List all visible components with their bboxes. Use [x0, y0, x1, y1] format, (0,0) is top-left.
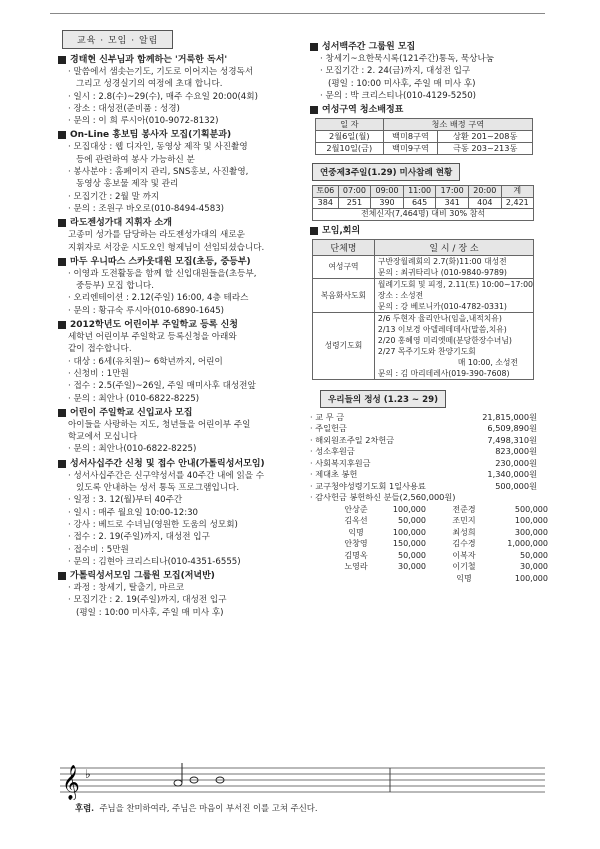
- donation-title: · 감사헌금 봉헌하신 분들(2,560,000원): [310, 492, 456, 503]
- col-header: 청소 배정 구역: [383, 119, 532, 131]
- col-header: 20:00: [469, 186, 502, 198]
- table-cell: 2월6일(월): [316, 131, 384, 143]
- donor-cell: 50,000: [398, 516, 426, 526]
- donor-cell: 노영라: [344, 562, 368, 572]
- donor-cell: 30,000: [398, 562, 426, 572]
- notice-title: 라도젠성가대 지휘자 소개: [70, 218, 172, 229]
- finance-label: · 사회복지후원금: [310, 457, 371, 468]
- notice-heading: [58, 319, 303, 331]
- notice-line: 동영상 홍보물 제작 및 관리: [76, 179, 179, 190]
- bullet-square-icon: [58, 56, 66, 64]
- notice-title: 경태현 신부님과 함께하는 '거룩한 독서': [70, 55, 228, 65]
- finance-row: [310, 423, 545, 435]
- table-cell: 645: [403, 197, 436, 209]
- table-cell: 2,421: [501, 197, 533, 209]
- notice-title: 마두 우니따스 스카웃대원 모집(초등, 중등부): [70, 256, 251, 267]
- donor-cell: 150,000: [392, 539, 426, 549]
- detail-line: 구반장월례회의 2.7(화)11:00 대성전: [377, 256, 507, 266]
- donor-cell: 100,000: [514, 573, 548, 583]
- donor-cell: 300,000: [514, 527, 548, 537]
- table-row: [316, 143, 533, 155]
- notice-line: · 모집기간 : 2. 24(금)까지, 대성전 입구: [320, 66, 471, 77]
- finance-label: · 해외원조주일 2차헌금: [310, 434, 395, 445]
- bullet-square-icon: [310, 43, 318, 51]
- left-column: [58, 30, 303, 621]
- finance-row: [310, 481, 545, 493]
- donor-cell: 김옥선: [344, 516, 368, 526]
- detail-line: 2/27 목주기도와 찬양기도회: [377, 346, 476, 356]
- col-header: 계: [501, 186, 533, 198]
- notice-line: · 모집기간 : 2. 19(주일)까지, 대성전 입구: [68, 595, 227, 606]
- donor-cell: 조민지: [452, 516, 476, 526]
- notice-line: · 문의 : 조원구 바오로(010-8494-4583): [68, 203, 225, 214]
- notice-heading: [58, 129, 303, 141]
- notice-line: · 성서사십주간은 신구약성서를 40주간 내에 읽을 수: [68, 470, 265, 481]
- detail-line: 2/20 홍혜영 미리엣떼(분당한장수녀님): [377, 335, 512, 345]
- notice-line: · 문의 : 김현아 크리스티나(010-4351-6555): [68, 556, 241, 567]
- notice-section: [58, 256, 303, 317]
- donor-cell: 이복자: [452, 550, 476, 560]
- finance-row: [310, 446, 545, 458]
- col-header: 17:00: [436, 186, 469, 198]
- finance-row: [310, 412, 545, 424]
- table-cell: 384: [313, 197, 339, 209]
- notice-heading: [58, 458, 303, 470]
- donor-cell: 30,000: [520, 562, 548, 572]
- finance-amount: 230,000원: [495, 457, 537, 468]
- finance-amount: 6,509,890원: [487, 423, 537, 434]
- notice-heading: [58, 570, 303, 582]
- notice-line: 학교에서 모십니다: [68, 432, 138, 443]
- note-icon: [174, 763, 224, 786]
- donor-cell: 500,000: [514, 504, 548, 514]
- notice-section: [58, 407, 303, 456]
- donor-cell: 안상준: [344, 504, 368, 514]
- notice-line: (평일 : 10:00 미사후, 주일 매 미사 후): [76, 607, 224, 618]
- detail-line: 장소 : 소성전: [377, 290, 424, 300]
- bullet-square-icon: [58, 572, 66, 580]
- top-rule: [50, 13, 545, 14]
- bullet-square-icon: [58, 321, 66, 329]
- finance-label: · 교 무 금: [310, 411, 345, 422]
- table-row: [313, 312, 534, 379]
- right-column: [310, 40, 548, 584]
- notice-line: · 대상 : 6세(유치원)~ 6학년까지, 어린이: [68, 356, 223, 367]
- bullet-square-icon: [310, 106, 318, 114]
- donor-cell: [332, 573, 380, 585]
- meetings-title: 모임,회의: [322, 225, 361, 236]
- notice-line: (평일 : 10:00 미사후, 주일 매 미사 후): [328, 78, 476, 89]
- group-details: [374, 255, 533, 278]
- notice-section: [58, 319, 303, 405]
- group-name: 여성구역: [313, 255, 375, 278]
- notice-line: · 강사 : 베드로 수녀님(영원한 도움의 성모회): [68, 519, 238, 530]
- bullet-square-icon: [310, 227, 318, 235]
- finance-label: · 제대초 봉헌: [310, 469, 358, 480]
- col-header: 일 자: [316, 119, 384, 131]
- table-cell: 2월10일(금): [316, 143, 384, 155]
- col-header: 11:00: [403, 186, 436, 198]
- treble-clef-icon: 𝄞: [62, 765, 80, 800]
- finance-label: · 성소후원금: [310, 446, 355, 457]
- notice-line: 아이들을 사랑하는 지도, 청년들을 어린이부 주일: [68, 419, 251, 430]
- notice-line: · 문의 : 최안나 (010-6822-8225): [68, 393, 200, 404]
- donor-cell: 50,000: [398, 550, 426, 560]
- group-name: 성령기도회: [313, 312, 375, 379]
- finance-amount: 7,498,310원: [487, 434, 537, 445]
- notice-title: 성서사십주간 신청 및 접수 안내(가톨릭성서모임): [70, 458, 265, 469]
- refrain-text: 주님을 찬미하여라, 주님은 마음이 부서진 이를 고쳐 주신다.: [99, 803, 318, 813]
- col-header: 09:00: [371, 186, 404, 198]
- notice-section: [58, 129, 303, 215]
- detail-line: 문의 : 김 마리데레사(019-390-7608): [377, 368, 510, 378]
- finance-label: · 교구청야성령기도회 1일사용료: [310, 480, 426, 491]
- notice-heading: [58, 54, 303, 66]
- finance-amount: 500,000원: [495, 480, 537, 491]
- donor-cell: 김명옥: [344, 550, 368, 560]
- table-cell: 404: [469, 197, 502, 209]
- detail-line: 2/6 두현자 율리안나(임을,내적치유): [377, 313, 502, 323]
- finance-amount: 1,340,000원: [487, 469, 537, 480]
- notice-section: [58, 570, 303, 619]
- notice-line: · 봉사분야 : 홈페이지 관리, SNS홍보, 사진촬영,: [68, 167, 249, 178]
- notice-line: · 문의 : 황규숙 루시아(010-6890-1645): [68, 305, 225, 316]
- notice-bible-100: [310, 41, 545, 102]
- notice-line: 지휘자로 서강운 시도오인 형제님이 선임되셨습니다.: [68, 242, 265, 253]
- donor-cell: 100,000: [392, 504, 426, 514]
- table-cell: 백미8구역: [383, 131, 438, 143]
- col-header: 단체명: [313, 239, 375, 255]
- col-header: 토06: [313, 186, 339, 198]
- donor-cell: [380, 573, 432, 585]
- notice-title: 가톨릭성서모임 그룹원 모집(저녁반): [70, 571, 215, 582]
- notice-section: [58, 458, 303, 568]
- finance-title: 우리들의 정성 (1.23 ~ 29): [320, 390, 446, 408]
- notice-line: · 모집기간 : 2월 말 까지: [68, 191, 160, 202]
- donor-cell: 익명: [348, 527, 364, 537]
- bullet-square-icon: [58, 258, 66, 266]
- notice-line: · 일정 : 3. 12(월)부터 40주간: [68, 495, 183, 506]
- bullet-square-icon: [58, 460, 66, 468]
- table-row: [313, 278, 534, 312]
- finance-amount: 823,000원: [495, 446, 537, 457]
- table-cell: 390: [371, 197, 404, 209]
- mass-title: 연중제3주일(1.29) 미사참례 현황: [312, 163, 460, 181]
- notice-title: On-Line 홍보팀 봉사자 모집(기획분과): [70, 130, 232, 141]
- table-cell: 341: [436, 197, 469, 209]
- finance-label: · 주일헌금: [310, 423, 347, 434]
- group-details: [374, 312, 533, 379]
- donor-cell: 익명: [456, 573, 472, 583]
- cleaning-section: [310, 104, 545, 155]
- notice-line: · 접수비 : 5만원: [68, 544, 129, 555]
- table-cell: 상환 201~208동: [438, 131, 533, 143]
- notice-title: 2012학년도 어린이부 주일학교 등록 신청: [70, 320, 238, 331]
- bullet-square-icon: [58, 219, 66, 227]
- notice-line: 등에 관련하여 봉사 가능하신 분: [76, 154, 195, 165]
- notice-line: · 접수 : 2.5(주일)~26일, 주일 매미사후 대성전앞: [68, 381, 256, 392]
- notice-line: 고종미 성가를 담당하는 라도젠성가대의 새로운: [68, 230, 245, 241]
- mass-table: [312, 185, 534, 221]
- notice-heading: [58, 217, 303, 229]
- detail-line: 2/13 이보경 아델레데데사(말씀,치유): [377, 324, 507, 334]
- notice-section: [58, 217, 303, 254]
- finance-row: [310, 469, 545, 481]
- donor-cell: 100,000: [392, 527, 426, 537]
- notice-line: · 말씀에서 샘솟는기도, 기도로 이어지는 성경독서: [68, 67, 254, 77]
- notice-line: 그리고 성경실기의 여정에 초대 합니다.: [76, 79, 223, 90]
- notice-line: · 이영과 도전활동을 함께 할 신입대원들을(초등부,: [68, 268, 257, 279]
- notice-line: · 일시 : 매주 월요일 10:00-12:30: [68, 507, 199, 518]
- finance-row: [310, 458, 545, 470]
- col-header: 07:00: [338, 186, 371, 198]
- refrain-caption: [75, 802, 318, 814]
- section-badge: 교육 · 모임 · 알림: [62, 30, 173, 49]
- table-cell: 251: [338, 197, 371, 209]
- table-row: [313, 255, 534, 278]
- flat-icon: ♭: [85, 767, 91, 781]
- detail-line: 월례기도회 및 피정, 2.11(토) 10:00~17:00: [377, 279, 533, 289]
- notice-heading: [58, 256, 303, 268]
- bullet-square-icon: [58, 131, 66, 139]
- bullet-square-icon: [58, 409, 66, 417]
- notice-line: 같이 접수합니다.: [68, 344, 132, 355]
- cleaning-title: 여성구역 청소배정표: [322, 105, 404, 116]
- donor-cell: 이기철: [452, 562, 476, 572]
- table-row: [316, 131, 533, 143]
- donor-list: [332, 504, 548, 585]
- notice-heading: [58, 407, 303, 419]
- notice-section: [58, 54, 303, 127]
- notice-line: · 문의 : 이 희 루시아(010-9072-8132): [68, 116, 219, 127]
- table-cell: 극동 203~213동: [438, 143, 533, 155]
- meetings-table: [312, 239, 534, 380]
- donor-cell: 김수경: [452, 539, 476, 549]
- col-header: 일 시 / 장 소: [374, 239, 533, 255]
- notice-title: 성서백주간 그룹원 모집: [322, 42, 416, 52]
- finance-list: [310, 412, 545, 493]
- notice-line: · 오리엔테이션 : 2.12(주일) 16:00, 4층 테라스: [68, 293, 249, 304]
- detail-line: 문의 : 최귀타리나 (010-9840-9789): [377, 267, 507, 277]
- notice-line: · 문의 : 박 크리스티나(010-4129-5250): [320, 90, 477, 101]
- group-details: [374, 278, 533, 312]
- notice-line: · 접수 : 2. 19(주일)까지, 대성전 입구: [68, 532, 210, 543]
- notice-line: · 일시 : 2.8(수)~29(수), 매주 수요일 20:00(4회): [68, 91, 258, 102]
- donor-cell: 최성희: [452, 527, 476, 537]
- donor-cell: 100,000: [514, 516, 548, 526]
- notice-line: 세학년 어린이부 주일학교 등록신청을 아래와: [68, 332, 237, 343]
- table-cell: 백미9구역: [383, 143, 438, 155]
- detail-line: 매 10:00, 소성전: [457, 357, 518, 367]
- refrain-label: 후렴.: [75, 803, 95, 813]
- group-name: 복음화사도회: [313, 278, 375, 312]
- music-staff: [60, 760, 545, 800]
- notice-line: 있도록 안내하는 성서 통독 프로그램입니다.: [76, 483, 240, 494]
- notice-line: · 모집대상 : 웹 디자인, 동영상 제작 및 사진촬영: [68, 142, 248, 153]
- donor-cell: 50,000: [520, 550, 548, 560]
- donor-cell: 1,000,000: [507, 539, 548, 549]
- notice-line: · 장소 : 대성전(준비품 : 성경): [68, 103, 180, 114]
- notice-line: 중등부) 모집 합니다.: [76, 281, 154, 292]
- notice-line: · 신청비 : 1만원: [68, 368, 129, 379]
- notice-line: · 창세기~요한묵시록(121주간)통독, 묵상나눔: [320, 54, 495, 64]
- mass-footer: 전체신자(7,464명) 대비 30% 참석: [313, 209, 534, 221]
- cleaning-table: [315, 118, 533, 155]
- notice-line: · 문의 : 최안나(010-6822-8225): [68, 444, 197, 455]
- detail-line: 문의 : 강 베로니카(010-4782-0331): [377, 301, 507, 311]
- donor-cell: 안창영: [344, 539, 368, 549]
- notice-line: · 과정 : 창세기, 탈출기, 마르코: [68, 583, 185, 594]
- finance-row: [310, 435, 545, 447]
- donor-cell: 전준경: [452, 504, 476, 514]
- notice-title: 어린이 주일학교 신입교사 모집: [70, 407, 193, 418]
- finance-amount: 21,815,000원: [482, 411, 537, 422]
